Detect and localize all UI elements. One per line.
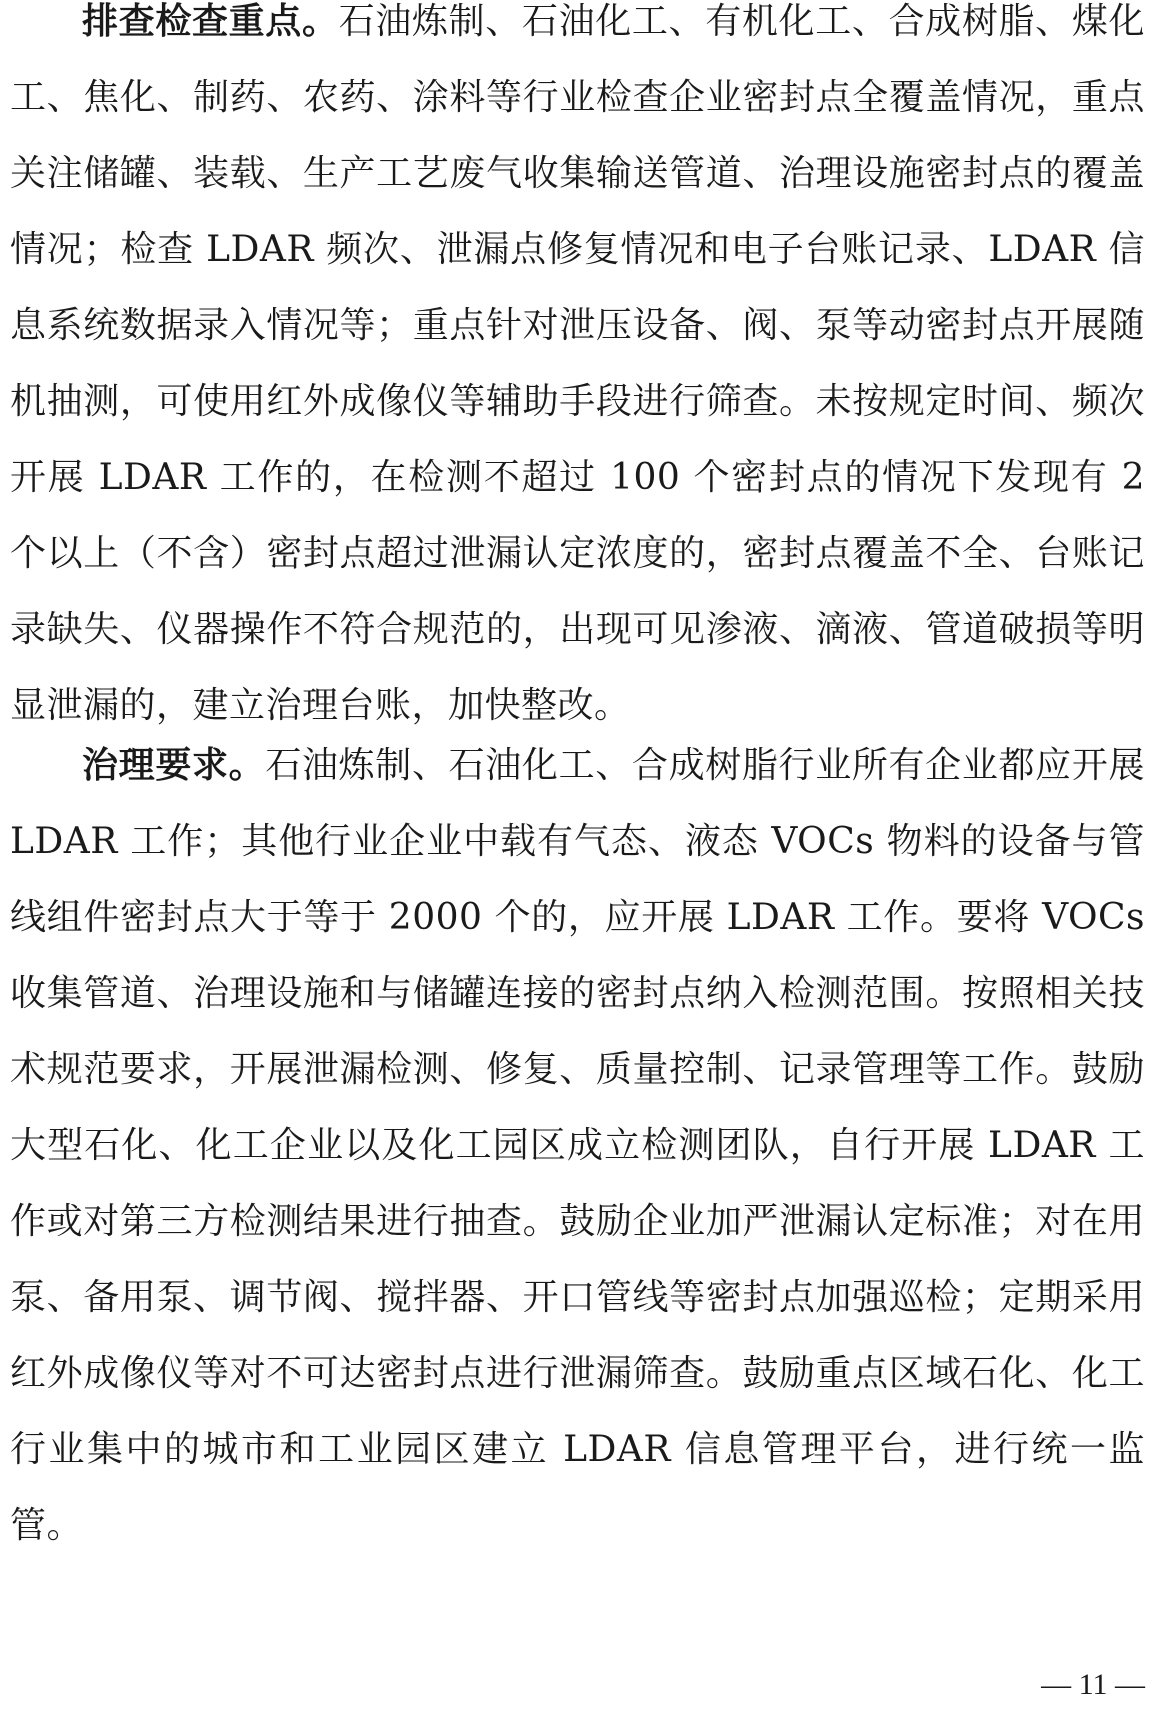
- paragraph-inspection-focus: [10, 0, 1145, 744]
- paragraph-body: 石油炼制、石油化工、有机化工、合成树脂、煤化工、焦化、制药、农药、涂料等行业检查企业密封点全覆盖情况，重点关注储罐、装载、生产工艺废气收集输送管道、治理设施密封点的覆盖情况；检查 LDAR 频次、泄漏点修复情况和电子台账记录、LDAR 信息系统数据录入情况等；重点针对泄压设备、阀、泵等动密封点开展随机抽测，可使用红外成像仪等辅助手段进行筛查。未按规定时间、频次开展 LDAR 工作的，在检测不超过 100 个密封点的情况下发现有 2 个以上（不含）密封点超过泄漏认定浓度的，密封点覆盖不全、台账记录缺失、仪器操作不符合规范的，出现可见渗液、滴液、管道破损等明显泄漏的，建立治理台账，加快整改。: [10, 1, 1145, 726]
- paragraph-governance-requirements: [10, 728, 1145, 1564]
- page-number: — 11 —: [1041, 1668, 1145, 1701]
- paragraph-lead-heading: 排查检查重点。: [82, 1, 339, 42]
- paragraph-lead-heading: 治理要求。: [82, 745, 266, 786]
- paragraph-body: 石油炼制、石油化工、合成树脂行业所有企业都应开展 LDAR 工作；其他行业企业中载有气态、液态 VOCs 物料的设备与管线组件密封点大于等于 2000 个的，应开展 LDAR 工作。要将 VOCs 收集管道、治理设施和与储罐连接的密封点纳入检测范围。按照相关技术规范要求，开展泄漏检测、修复、质量控制、记录管理等工作。鼓励大型石化、化工企业以及化工园区成立检测团队，自行开展 LDAR 工作或对第三方检测结果进行抽查。鼓励企业加严泄漏认定标准；对在用泵、备用泵、调节阀、搅拌器、开口管线等密封点加强巡检；定期采用红外成像仪等对不可达密封点进行泄漏筛查。鼓励重点区域石化、化工行业集中的城市和工业园区建立 LDAR 信息管理平台，进行统一监管。: [10, 745, 1145, 1546]
